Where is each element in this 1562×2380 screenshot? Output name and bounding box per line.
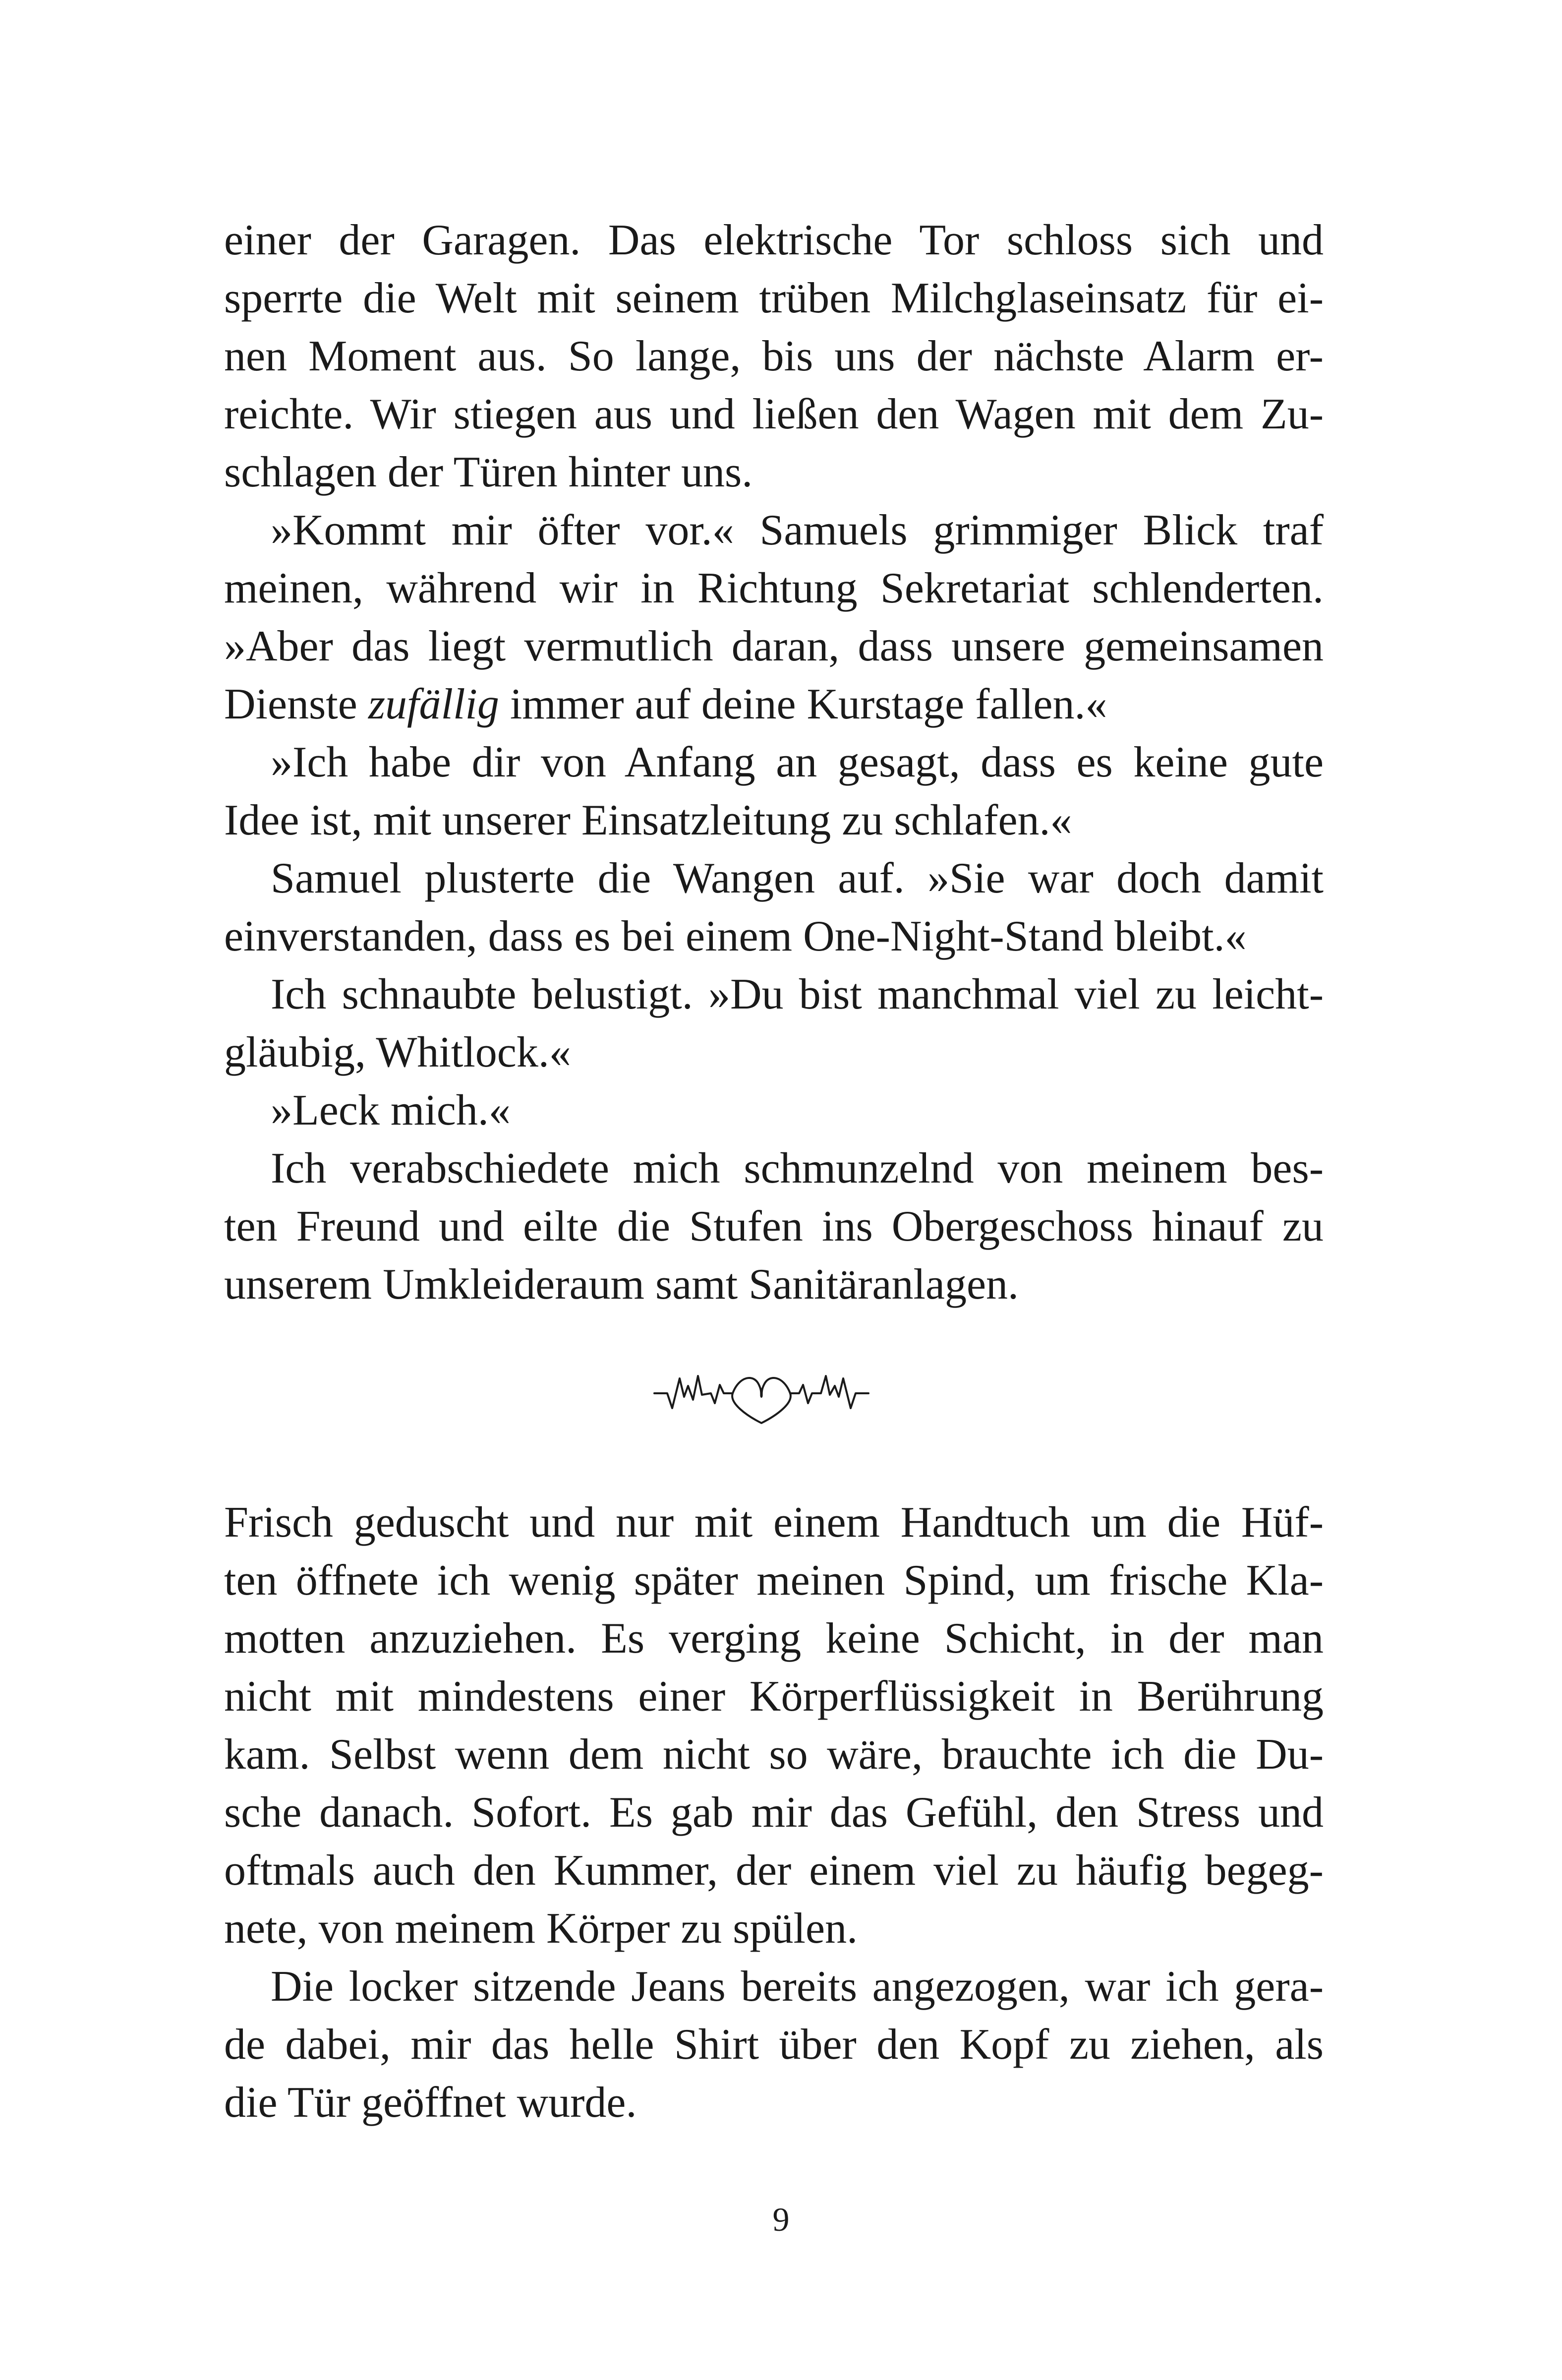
text-line: einer der Garagen. Das elektrische Tor schloss sich und	[224, 216, 1324, 264]
text-line: »Aber das liegt vermutlich daran, dass unsere gemeinsamen	[224, 622, 1324, 670]
text-line: motten anzuziehen. Es verging keine Schicht, in der man	[224, 1614, 1324, 1663]
text-line	[224, 675, 1324, 733]
heartbeat-heart-icon	[652, 1356, 910, 1430]
text-line: Samuel plusterte die Wangen auf. »Sie war doch damit	[271, 854, 1324, 902]
section-break	[0, 1354, 1562, 1433]
text-line: sperrte die Welt mit seinem trüben Milchglaseinsatz für ei-	[224, 274, 1324, 322]
text-line: Frisch geduscht und nur mit einem Handtuch um die Hüf-	[224, 1498, 1324, 1547]
text-line: kam. Selbst wenn dem nicht so wäre, brauchte ich die Du-	[224, 1730, 1324, 1779]
text-line: gläubig, Whitlock.«	[224, 1028, 571, 1076]
text-line: meinen, während wir in Richtung Sekretariat schlenderten.	[224, 564, 1324, 612]
text-line: »Ich habe dir von Anfang an gesagt, dass es keine gute	[271, 738, 1324, 786]
text-block-2	[224, 1493, 1324, 2132]
text-segment: immer auf deine Kurstage fallen.«	[499, 680, 1107, 728]
page-number: 9	[772, 2201, 790, 2238]
text-line: ten Freund und eilte die Stufen ins Obergeschoss hinauf zu	[224, 1202, 1324, 1250]
text-line: sche danach. Sofort. Es gab mir das Gefühl, den Stress und	[224, 1788, 1324, 1837]
italic-emphasis: zufällig	[368, 680, 499, 728]
text-line: »Kommt mir öfter vor.« Samuels grimmiger Blick traf	[271, 506, 1324, 554]
text-line: »Leck mich.«	[271, 1086, 511, 1134]
text-line: nete, von meinem Körper zu spülen.	[224, 1904, 858, 1953]
text-line: Ich schnaubte belustigt. »Du bist manchmal viel zu leicht-	[271, 970, 1324, 1018]
text-line: nen Moment aus. So lange, bis uns der nächste Alarm er-	[224, 332, 1324, 380]
text-line: de dabei, mir das helle Shirt über den Kopf zu ziehen, als	[224, 2021, 1324, 2069]
text-line: reichte. Wir stiegen aus und ließen den Wagen mit dem Zu-	[224, 390, 1324, 438]
text-line: oftmals auch den Kummer, der einem viel zu häufig begeg-	[224, 1846, 1324, 1895]
text-line: unserem Umkleideraum samt Sanitäranlagen.	[224, 1260, 1019, 1309]
text-line: nicht mit mindestens einer Körperflüssigkeit in Berührung	[224, 1672, 1324, 1721]
text-line: schlagen der Türen hinter uns.	[224, 448, 753, 496]
text-block-1	[224, 211, 1324, 1313]
text-line: einverstanden, dass es bei einem One-Night-Stand bleibt.«	[224, 912, 1247, 960]
text-line: Idee ist, mit unserer Einsatzleitung zu schlafen.«	[224, 796, 1072, 844]
text-line: Ich verabschiedete mich schmunzelnd von meinem bes-	[271, 1144, 1324, 1192]
text-line: Die locker sitzende Jeans bereits angezogen, war ich gera-	[271, 1963, 1324, 2011]
text-line: ten öffnete ich wenig später meinen Spind, um frische Kla-	[224, 1556, 1324, 1605]
text-segment: Dienste	[224, 680, 368, 728]
text-line: die Tür geöffnet wurde.	[224, 2079, 637, 2127]
